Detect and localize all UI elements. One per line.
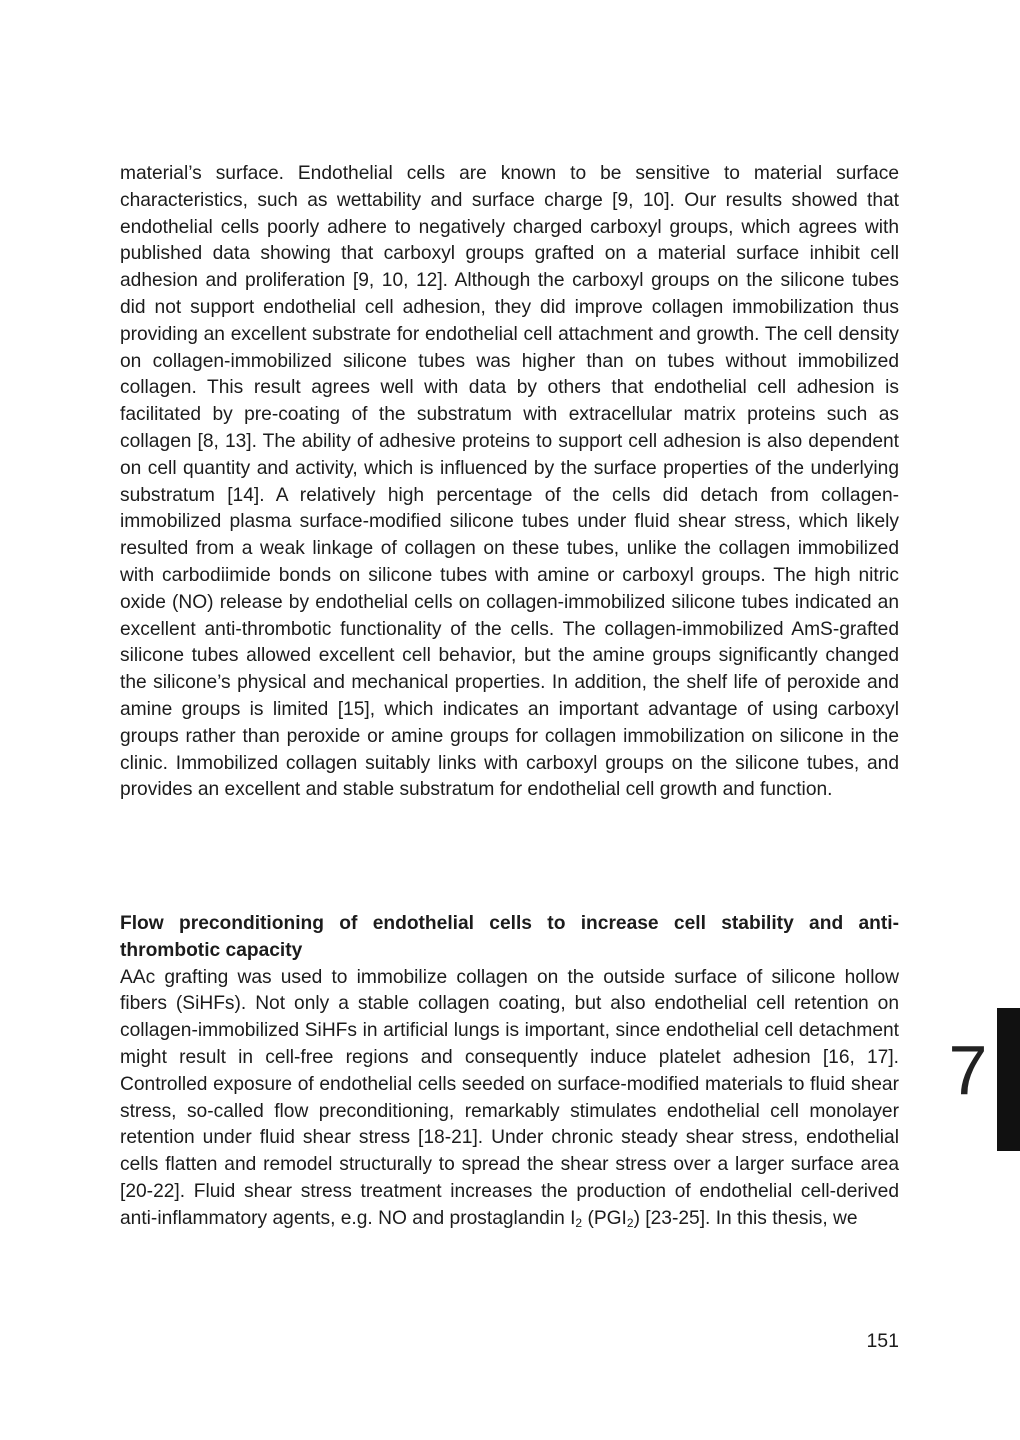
paragraph-text-end: ) [23-25]. In this thesis, we [633,1207,858,1229]
paragraph-text-main: AAc grafting was used to immobilize collagen on the outside surface of silicone hollow fibers (SiHFs). Not only a stable collagen coating, but also endothelial cell retention on collagen-immobilized SiHFs in artificial lungs is important, since endothelial cell detachment might result in cell-free regions and consequently induce platelet adhesion [16, 17]. Controlled exposure of endothelial cells seeded on surface-modified materials to fluid shear stress, so-called flow preconditioning, remarkably stimulates endothelial cell monolayer retention under fluid shear stress [18-21]. Under chronic steady shear stress, endothelial cells flatten and remodel structurally to spread the shear stress over a larger surface area [20-22]. Fluid shear stress treatment increases the production of endothelial cell-derived anti-inflammatory agents, e.g. NO and prostaglandin I [120,966,899,1229]
section-heading: Flow preconditioning of endothelial cells to increase cell stability and anti-thrombotic capacity [120,913,899,961]
body-paragraph-1 [120,161,899,804]
page-number: 151 [866,1330,899,1352]
section-flow-preconditioning [120,911,899,1233]
body-paragraph-2 [120,965,899,1233]
subscript: 2 [575,1215,583,1230]
paragraph-text-mid: (PGI [582,1207,627,1229]
chapter-number: 7 [948,1031,988,1109]
subscript: 2 [626,1215,634,1230]
paragraph-text: material’s surface. Endothelial cells are known to be sensitive to material surface characteristics, such as wettability and surface charge [9, 10]. Our results showed that endothelial cells poorly adhere to negatively charged carboxyl groups, which agrees with published data showing that carboxyl groups grafted on a material surface inhibit cell adhesion and proliferation [9, 10, 12]. Although the carboxyl groups on the silicone tubes did not support endothelial cell adhesion, they did improve collagen immobilization thus providing an excellent substrate for endothelial cell attachment and growth. The cell density on collagen-immobilized silicone tubes was higher than on tubes without immobilized collagen. This result agrees well with data by others that endothelial cell adhesion is facilitated by pre-coating of the substratum with extracellular matrix proteins such as collagen [8, 13]. The ability of adhesive proteins to support cell adhesion is also dependent on cell quantity and activity, which is influenced by the surface properties of the underlying substratum [14]. A relatively high percentage of the cells did detach from collagen-immobilized plasma surface-modified silicone tubes under fluid shear stress, which likely resulted from a weak linkage of collagen on these tubes, unlike the collagen immobilized with carbodiimide bonds on silicone tubes with amine or carboxyl groups. The high nitric oxide (NO) release by endothelial cells on collagen-immobilized silicone tubes indicated an excellent anti-thrombotic functionality of the cells. The collagen-immobilized AmS-grafted silicone tubes allowed excellent cell behavior, but the amine groups significantly changed the silicone’s physical and mechanical properties. In addition, the shelf life of peroxide and amine groups is limited [15], which indicates an important advantage of using carboxyl groups rather than peroxide or amine groups for collagen immobilization on silicone in the clinic. Immobilized collagen suitably links with carboxyl groups on the silicone tubes, and provides an excellent and stable substratum for endothelial cell growth and function. [120,163,899,801]
chapter-tab-marker [997,1008,1020,1151]
